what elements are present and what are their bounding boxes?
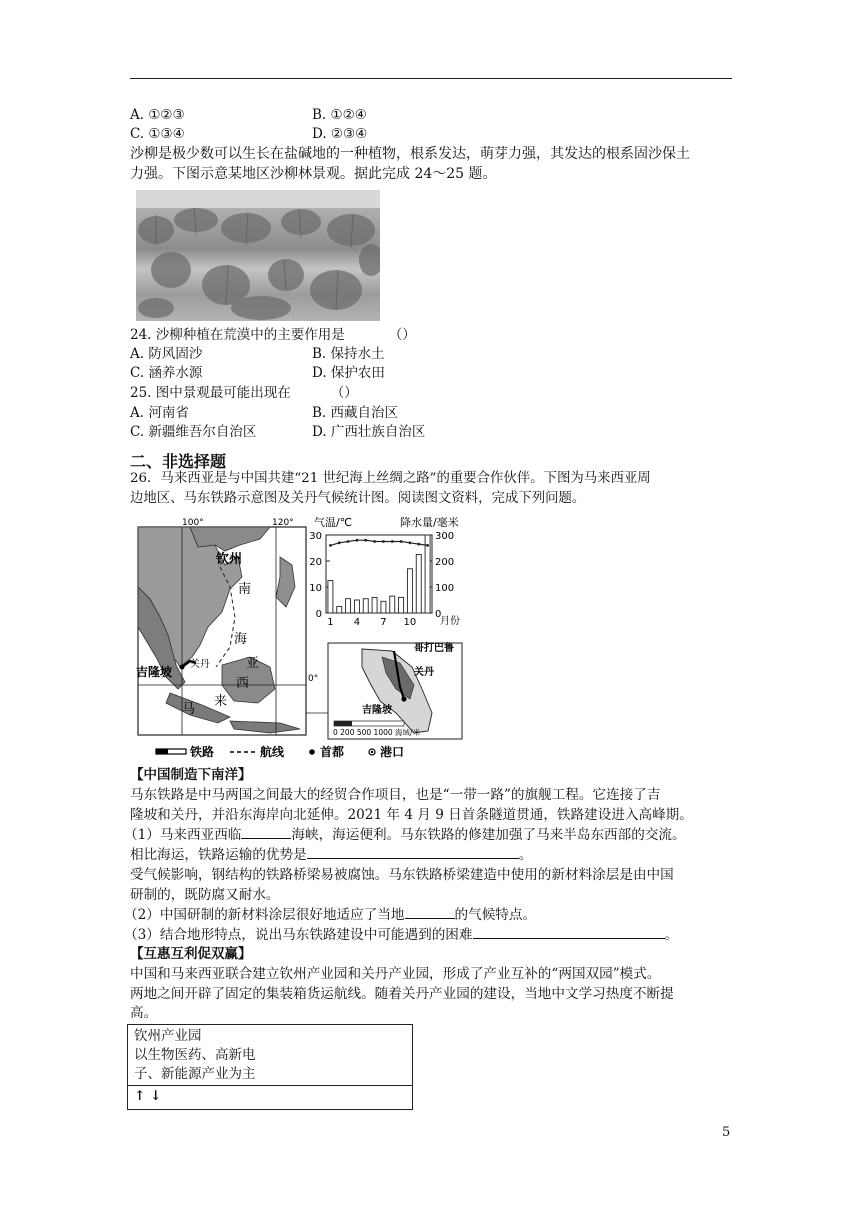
temp-point — [391, 540, 394, 543]
industrial-park-box — [127, 1024, 413, 1110]
legend-railway: 铁路 — [190, 745, 215, 759]
legend-route: 航线 — [260, 745, 285, 759]
option-25-c: C. 新疆维吾尔自治区 — [130, 424, 257, 440]
temp-point — [417, 543, 420, 546]
map-label-ya: 亚 — [246, 656, 260, 671]
inset-label-kota: 哥打巴鲁 — [414, 643, 454, 654]
chart-ylabel-right: 降水量/毫米 — [400, 517, 459, 529]
x-tick-label: 7 — [380, 617, 387, 628]
malaysia-figure — [130, 517, 470, 767]
precip-tick-label: 100 — [435, 583, 455, 594]
sand-willow-photo — [136, 190, 380, 321]
option-23-a: A. ①②③ — [130, 107, 185, 123]
legend-capital: 首都 — [320, 745, 345, 759]
precip-tick-label: 200 — [435, 557, 455, 568]
temp-tick-label: 20 — [309, 557, 322, 568]
map-lon-120: 120° — [272, 518, 294, 528]
temp-point — [347, 540, 350, 543]
temp-point — [373, 540, 376, 543]
map-label-xi: 西 — [236, 676, 250, 691]
temp-point — [400, 540, 403, 543]
heading-win-win: 【互惠互利促双赢】 — [130, 946, 252, 962]
win-p3: 高。 — [130, 1005, 158, 1021]
map-label-ma: 马 — [182, 702, 196, 717]
region-map — [136, 518, 318, 735]
precip-bar — [363, 599, 368, 613]
box-line-2: 以生物医药、高新电 — [134, 1047, 256, 1063]
legend-port: 港口 — [380, 745, 405, 759]
q24-stem: 24. 沙柳种植在荒漠中的主要作用是 （） — [130, 327, 416, 343]
chart-xlabel: 月份 — [440, 616, 460, 627]
map-lon-100: 100° — [182, 518, 204, 528]
option-23-d: D. ②③④ — [312, 126, 368, 142]
temp-tick-label: 0 — [315, 609, 322, 620]
box-arrows: ↑ ↓ — [134, 1088, 162, 1104]
china-p1: 马东铁路是中马两国之间最大的经贸合作项目，也是“一带一路”的旗舰工程。它连接了吉 — [130, 787, 661, 803]
option-25-a: A. 河南省 — [130, 405, 189, 421]
precip-bar — [390, 596, 395, 613]
chart-ylabel-left: 气温/℃ — [314, 517, 353, 529]
intro-line-2: 力强。下图示意某地区沙柳林景观。据此完成 24～25 题。 — [130, 166, 497, 182]
answer-blank-3[interactable] — [473, 926, 665, 939]
map-label-hai: 海 — [234, 632, 248, 647]
page-number: 5 — [722, 1125, 731, 1140]
temp-point — [329, 544, 332, 547]
temp-point — [426, 544, 429, 547]
option-23-c: C. ①③④ — [130, 126, 185, 142]
inset-map — [328, 641, 462, 739]
x-tick-label: 10 — [403, 617, 417, 628]
temp-tick-label: 30 — [309, 531, 322, 542]
answer-blank-1a[interactable] — [241, 826, 291, 839]
win-p2: 两地之间开辟了固定的集装箱货运航线。随着关丹产业园的建设，当地中文学习热度不断提 — [130, 986, 674, 1002]
temp-line — [330, 540, 427, 545]
map-lat-0: 0° — [308, 674, 319, 684]
option-24-b: B. 保持水土 — [312, 346, 385, 362]
precip-tick-label: 300 — [435, 531, 455, 542]
option-25-b: B. 西藏自治区 — [312, 405, 399, 421]
q26-stem-1: 26．马来西亚是与中国共建“21 世纪海上丝绸之路”的重要合作伙伴。下图为马来西亚周 — [130, 471, 651, 486]
map-legend — [156, 744, 404, 759]
map-label-nan: 南 — [238, 582, 252, 597]
sub-question-1-cont: 相比海运，铁路运输的优势是 。 — [130, 847, 533, 863]
box-divider — [128, 1085, 412, 1086]
x-tick-label: 1 — [327, 617, 334, 628]
precip-bar — [416, 555, 421, 614]
option-24-a: A. 防风固沙 — [130, 346, 203, 362]
temp-point — [338, 541, 341, 544]
inset-scale: 0 200 500 1000 海域/米 — [333, 728, 421, 737]
x-tick-label: 4 — [353, 617, 361, 628]
precip-bar — [381, 601, 386, 613]
precip-bar — [399, 597, 404, 613]
option-25-d: D. 广西壮族自治区 — [312, 424, 426, 440]
temp-point — [364, 539, 367, 542]
map-label-jilongpo: 吉隆坡 — [136, 665, 173, 679]
sub-question-3: （3）结合地形特点，说出马东铁路建设中可能遇到的困难 。 — [124, 927, 679, 943]
precip-bar — [354, 600, 359, 613]
china-p3: 受气候影响，钢结构的铁路桥梁易被腐蚀。马东铁路桥梁建造中使用的新材料涂层是由中国 — [130, 867, 674, 883]
temp-point — [382, 540, 385, 543]
inset-label-guandan: 关丹 — [414, 667, 434, 678]
option-24-d: D. 保护农田 — [312, 365, 385, 381]
map-label-guandan: 关丹 — [190, 659, 210, 670]
china-p2: 隆坡和关丹，并沿东海岸向北延伸。2021 年 4 月 9 日首条隧道贯通，铁路建设进入高峰期。 — [130, 807, 693, 823]
box-line-1: 钦州产业园 — [134, 1028, 202, 1044]
win-p1: 中国和马来西亚联合建立钦州产业园和关丹产业园，形成了产业互补的“两国双园”模式。 — [130, 966, 661, 982]
precip-bar — [407, 569, 412, 613]
heading-china-made: 【中国制造下南洋】 — [130, 767, 252, 783]
map-label-qinzhou: 钦州 — [216, 552, 243, 567]
precip-bar — [372, 597, 377, 613]
temp-tick-label: 10 — [309, 583, 322, 594]
temp-point — [356, 539, 359, 542]
sub-question-1: （1）马来西亚西临 海峡，海运便利。马东铁路的修建加强了马来半岛东西部的交流。 — [124, 827, 686, 843]
answer-blank-1b[interactable] — [307, 846, 519, 859]
q26-stem-2: 边地区、马东铁路示意图及关丹气候统计图。阅读图文资料，完成下列问题。 — [130, 491, 586, 506]
climate-chart — [309, 517, 460, 628]
option-24-c: C. 涵养水源 — [130, 365, 203, 381]
sub-question-2: （2）中国研制的新材料涂层很好地适应了当地 的气候特点。 — [124, 907, 537, 923]
option-23-b: B. ①②④ — [312, 107, 367, 123]
q25-stem: 25. 图中景观最可能出现在 （） — [130, 385, 358, 401]
precip-bar — [337, 607, 342, 614]
header-rule — [130, 78, 732, 79]
section-title: 二、非选择题 — [130, 452, 227, 471]
inset-label-jilongpo: 吉隆坡 — [362, 705, 392, 716]
china-p4: 研制的，既防腐又耐水。 — [130, 887, 280, 903]
temp-point — [409, 541, 412, 544]
box-line-3: 子、新能源产业为主 — [134, 1066, 256, 1082]
precip-tick-label: 0 — [435, 609, 442, 620]
intro-line-1: 沙柳是极少数可以生长在盐碱地的一种植物，根系发达，萌芽力强，其发达的根系固沙保土 — [130, 146, 690, 162]
precip-bar — [346, 599, 351, 613]
answer-blank-2[interactable] — [405, 906, 455, 919]
map-label-lai: 来 — [214, 694, 228, 709]
precip-bar — [328, 581, 333, 614]
